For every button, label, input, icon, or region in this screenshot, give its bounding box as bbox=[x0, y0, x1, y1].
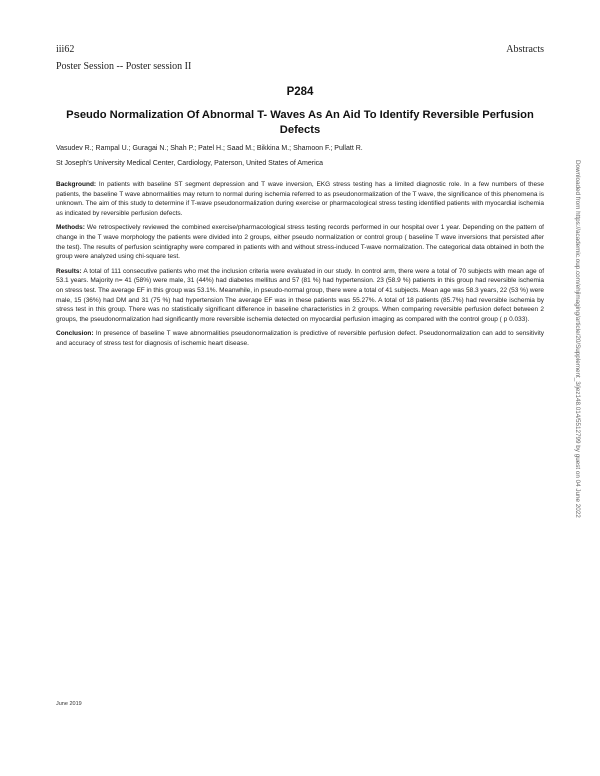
methods-section bbox=[56, 223, 544, 261]
abstract-title: Pseudo Normalization Of Abnormal T- Waves As An Aid To Identify Reversible Perfusion Defects bbox=[66, 109, 534, 136]
conclusion-section bbox=[56, 329, 544, 348]
download-watermark: Downloaded from https://academic.oup.com/ehjimaging/article/20/Supplement_3/jez148.014/5512799 by guest on 04 June 2022 bbox=[574, 160, 581, 518]
footer-date: June 2019 bbox=[56, 701, 82, 707]
affiliation: St Joseph’s University Medical Center, Cardiology, Paterson, United States of America bbox=[56, 160, 324, 167]
section-label: Abstracts bbox=[506, 44, 544, 55]
background-label: Background: bbox=[56, 181, 97, 188]
background-section bbox=[56, 180, 544, 218]
session-label: Poster Session -- Poster session II bbox=[56, 61, 192, 72]
page-number: iii62 bbox=[56, 44, 75, 55]
conclusion-text: In presence of baseline T wave abnormalities pseudonormalization is predictive of reversible perfusion defect. Pseudonormalization can add to sensitivity and accuracy of stress test for diagnosis of ischemic heart disease. bbox=[56, 330, 544, 347]
methods-label: Methods: bbox=[56, 224, 85, 232]
author-list: Vasudev R.; Rampal U.; Guragai N.; Shah P.; Patel H.; Saad M.; Bikkina M.; Shamoon F.; Pullatt R. bbox=[56, 145, 363, 152]
results-text: A total of 111 consecutive patients who met the inclusion criteria were evaluated in our study. In control arm, there were a total of 70 subjects with mean age of 53.1 years. Majority n= 41 (58%) were male, 31 (44%) had diabetes mellitus and 57 (81 %) had hypertension. 23 (58.9 %) patients in this group had reversible ischemia on stress test. The average EF in this group was 53.1%. Meanwhile, in pseudo-normal group, there were a total of 41 subjects. Mean age was 58.3 years, 22 (53 %) were male, 15 (36%) had DM and 31 (75 %) had hypertension The average EF was in these patients was 55.27%. A total of 18 patients (85.7%) had reversible ischemia by stress test in this group. There was no statistically significant difference in baseline characteristics in 2 groups. When comparing reversible perfusion defect between 2 groups, the pseudonormalization had significantly more reversible ischemia detected on myocardial perfusion imaging as compared with the control group ( p 0.033). bbox=[56, 267, 545, 323]
results-section bbox=[56, 267, 544, 325]
abstract-body bbox=[56, 180, 544, 354]
conclusion-label: Conclusion: bbox=[56, 330, 94, 338]
methods-text: We retrospectively reviewed the combined exercise/pharmacological stress testing records performed in our hospital over 1 year. Depending on the pattern of change in the T wave morphology the patients were divided into 2 groups, either pseudo normalization or control group ( baseline T wave inversions that persisted after the test). The results of perfusion scintigraphy were compared in patients with and without stress-induced T-wave normalization. The categorical data obtained in both the group were analyzed using chi-square test. bbox=[56, 224, 544, 261]
results-label: Results: bbox=[56, 267, 82, 275]
background-text: In patients with baseline ST segment depression and T wave inversion, EKG stress testing has a limited diagnostic role. In a few numbers of these patients, the baseline T wave abnormalities may return to normal during ischemia referred to as pseudonormalization of the T wave, the significance of this phenomena is unknown. The aim of this study to determine if T-wave pseudonormalization during exercise or pharmacological stress testing identified patients with myocardial ischemia as indicated by reversible perfusion defects. bbox=[56, 181, 544, 217]
abstract-id: P284 bbox=[286, 86, 314, 98]
